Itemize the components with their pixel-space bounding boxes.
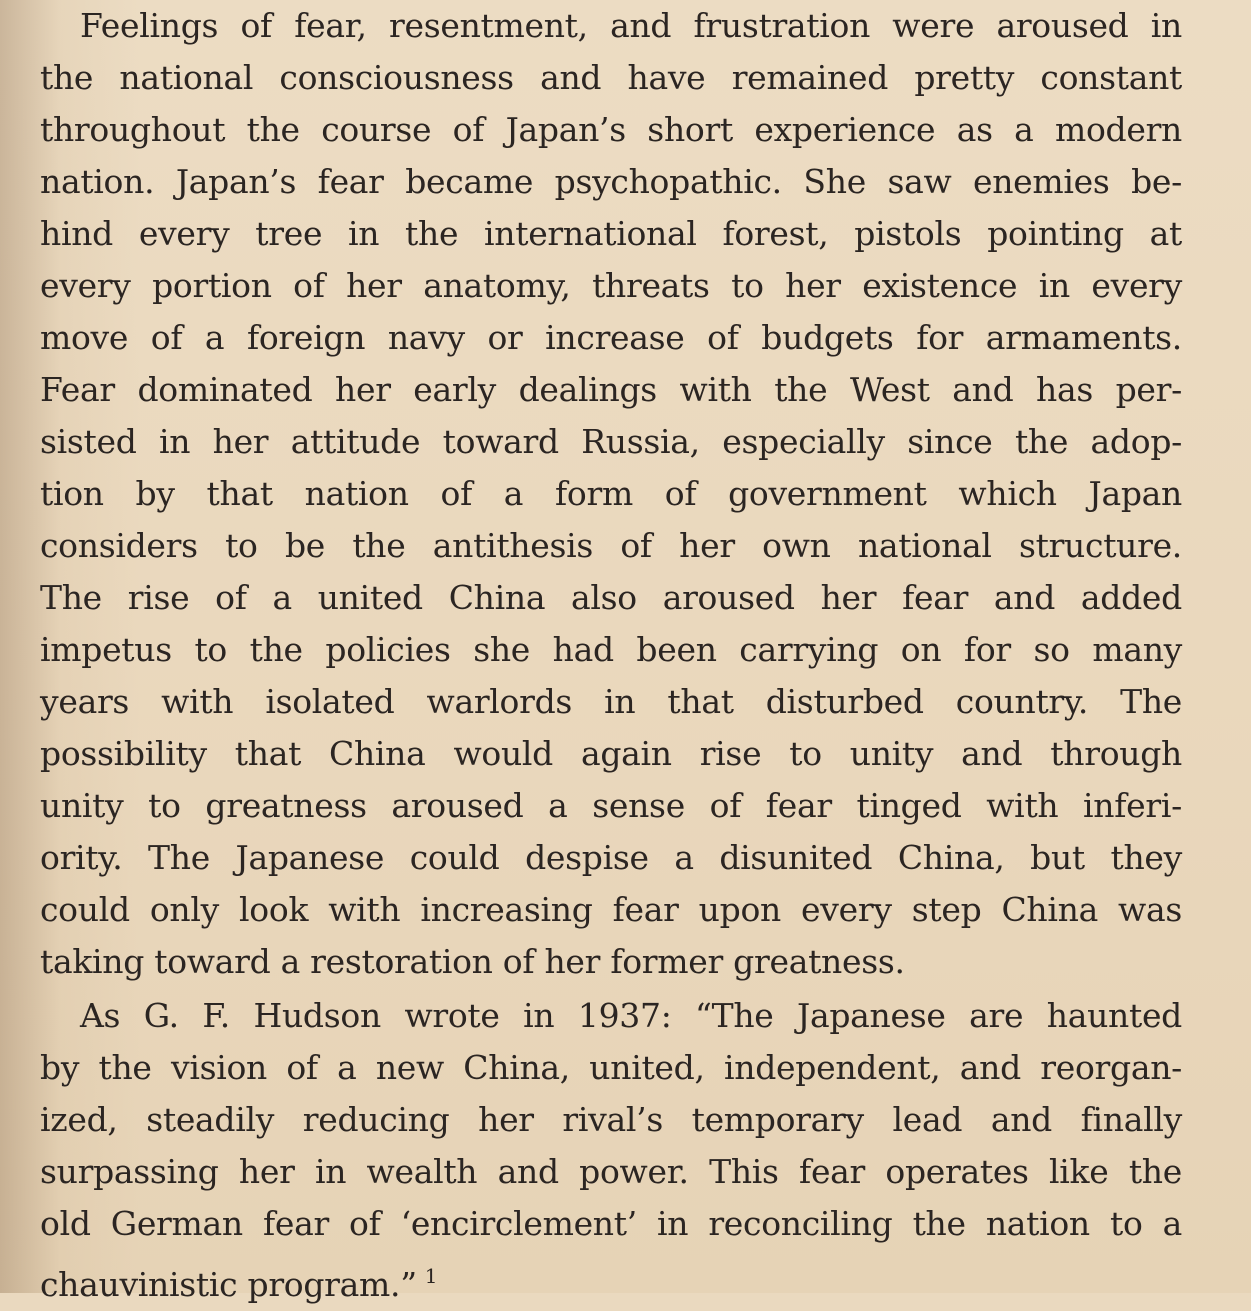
text-line: As G. F. Hudson wrote in 1937: “The Japanese are haunted [80,996,1182,1035]
text-line: taking toward a restoration of her former greatness. [40,942,905,981]
text-line: unity to greatness aroused a sense of fear tinged with inferi- [40,786,1182,825]
text-line: every portion of her anatomy, threats to her existence in every [40,266,1182,305]
text-line: by the vision of a new China, united, independent, and reorgan- [40,1048,1182,1087]
text-line: the national consciousness and have remained pretty constant [40,58,1182,97]
text-line: Fear dominated her early dealings with the West and has per- [40,370,1182,409]
text-line: throughout the course of Japan’s short experience as a modern [40,110,1182,149]
footnote-marker[interactable]: 1 [424,1264,438,1288]
text-line: The rise of a united China also aroused her fear and added [40,578,1182,617]
paragraph-1 [40,0,1182,988]
text-line: surpassing her in wealth and power. This fear operates like the [40,1152,1182,1191]
body-text [40,0,1182,1302]
text-line: considers to be the antithesis of her own national structure. [40,526,1182,565]
text-line: impetus to the policies she had been carrying on for so many [40,630,1182,669]
text-line: years with isolated warlords in that disturbed country. The [40,682,1182,721]
text-line: possibility that China would again rise to unity and through [40,734,1182,773]
text-line: move of a foreign navy or increase of budgets for armaments. [40,318,1182,357]
text-line: ority. The Japanese could despise a disunited China, but they [40,838,1182,877]
text-line: old German fear of ‘encirclement’ in reconciling the nation to a [40,1204,1182,1243]
paragraph-2 [40,990,1182,1302]
final-line-text: chauvinistic program.” [40,1265,417,1304]
text-line: hind every tree in the international forest, pistols pointing at [40,214,1182,253]
text-line-final [40,1250,1182,1302]
text-line: nation. Japan’s fear became psychopathic. She saw enemies be- [40,162,1182,201]
text-line: Feelings of fear, resentment, and frustration were aroused in [80,6,1182,45]
text-line: ized, steadily reducing her rival’s temporary lead and finally [40,1100,1182,1139]
text-line: could only look with increasing fear upon every step China was [40,890,1182,929]
text-line: tion by that nation of a form of government which Japan [40,474,1182,513]
text-line: sisted in her attitude toward Russia, especially since the adop- [40,422,1182,461]
